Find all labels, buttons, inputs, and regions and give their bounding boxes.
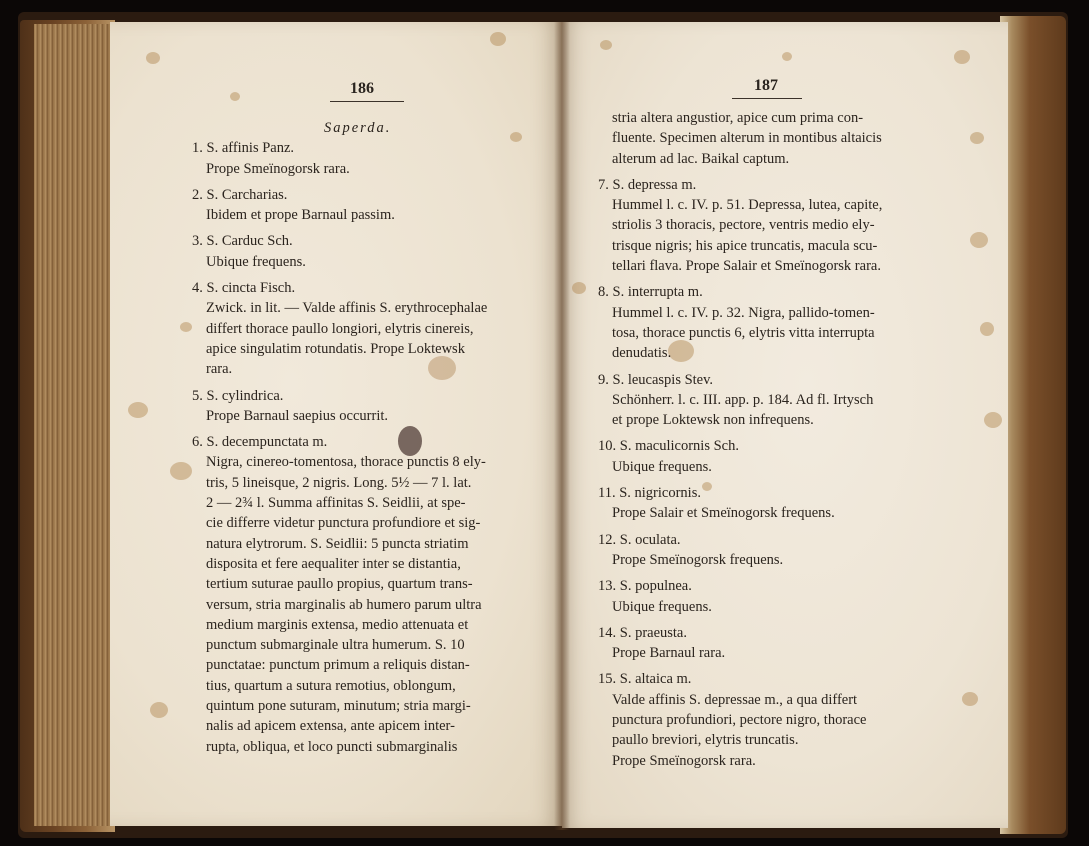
text-line: 7. S. depressa m. xyxy=(598,176,697,193)
text-line: Schönherr. l. c. III. app. p. 184. Ad fl. Irtysch xyxy=(612,391,874,408)
text-line: 8. S. interrupta m. xyxy=(598,284,703,301)
text-line: medium marginis extensa, medio attenuata et xyxy=(206,616,469,633)
text-line: Prope Smeïnogorsk rara. xyxy=(612,752,756,769)
right-page-text xyxy=(598,108,882,771)
text-line: 6. S. decempunctata m. xyxy=(192,434,328,451)
page-number-left: 186 xyxy=(350,80,374,97)
text-line: Ibidem et prope Barnaul passim. xyxy=(206,207,395,224)
text-line: 13. S. populnea. xyxy=(598,578,692,595)
text-line: 1. S. affinis Panz. xyxy=(192,140,295,157)
text-line: punctura profundiori, pectore nigro, thorace xyxy=(612,712,867,729)
text-line: 12. S. oculata. xyxy=(598,531,681,548)
text-line: quintum pone suturam, minutum; stria margi- xyxy=(206,698,471,715)
text-line: alterum ad lac. Baikal captum. xyxy=(612,150,790,167)
text-line: rara. xyxy=(206,361,233,378)
book-cover-right xyxy=(1000,16,1066,834)
left-page-text xyxy=(192,118,487,757)
text-line: 2. S. Carcharias. xyxy=(192,186,288,203)
text-line: Prope Barnaul saepius occurrit. xyxy=(206,407,389,424)
text-line: stria altera angustior, apice cum prima con- xyxy=(612,110,864,126)
text-line: 9. S. leucaspis Stev. xyxy=(598,371,714,388)
text-line: 4. S. cincta Fisch. xyxy=(192,280,296,297)
text-line: tertium suturae paullo propius, quartum trans- xyxy=(206,576,473,593)
text-line: punctatae: punctum primum a reliquis distan- xyxy=(206,657,470,674)
text-line: 11. S. nigricornis. xyxy=(598,485,701,502)
text-line: Zwick. in lit. — Valde affinis S. erythrocephalae xyxy=(206,300,488,317)
text-line: Nigra, cinereo-tomentosa, thorace punctis 8 ely- xyxy=(206,454,486,471)
text-line: Ubique frequens. xyxy=(612,598,712,615)
text-line: tellari flava. Prope Salair et Smeïnogorsk rara. xyxy=(612,258,881,275)
text-line: differt thorace paullo longiori, elytris cinereis, xyxy=(206,320,474,337)
text-line: punctum submarginale ultra humerum. S. 10 xyxy=(206,637,465,654)
text-line: trisque nigris; his apice truncatis, macula scu- xyxy=(612,237,878,254)
text-line: 14. S. praeusta. xyxy=(598,624,687,641)
text-line: Prope Smeïnogorsk frequens. xyxy=(612,551,784,568)
text-line: Hummel l. c. IV. p. 32. Nigra, pallido-tomen- xyxy=(612,304,875,321)
text-line: Hummel l. c. IV. p. 51. Depressa, lutea, capite, xyxy=(612,197,883,214)
text-line: rupta, obliqua, et loco puncti submarginalis xyxy=(206,738,458,755)
page-number-right: 187 xyxy=(754,77,778,94)
text-line: et prope Loktewsk non infrequens. xyxy=(612,412,814,429)
text-line: disposita et fere aequaliter inter se distantia, xyxy=(206,555,461,572)
text-line: denudatis. xyxy=(612,345,672,362)
text-line: paullo breviori, elytris truncatis. xyxy=(612,732,799,749)
text-line: apice singulatim rotundatis. Prope Loktewsk xyxy=(206,340,465,357)
text-line: Prope Barnaul rara. xyxy=(612,645,726,662)
text-line: natura elytrorum. S. Seidlii: 5 puncta striatim xyxy=(206,535,469,552)
text-line: Ubique frequens. xyxy=(206,253,306,270)
book-gutter xyxy=(554,22,570,830)
text-line: cie differre videtur punctura profundiore et sig- xyxy=(206,515,481,532)
text-line: versum, stria marginalis ab humero parum ultra xyxy=(206,596,482,613)
text-line: tris, 5 lineisque, 2 nigris. Long. 5½ — 7 l. lat. xyxy=(206,474,472,491)
text-line: 2 — 2¾ l. Summa affinitas S. Seidlii, at spe- xyxy=(206,495,466,512)
page-number-rule xyxy=(732,98,802,99)
text-line: fluente. Specimen alterum in montibus altaicis xyxy=(612,130,882,147)
text-line: tosa, thorace punctis 6, elytris vitta interrupta xyxy=(612,324,875,341)
text-line: 15. S. altaica m. xyxy=(598,671,692,688)
page-edges xyxy=(34,24,112,826)
page-number-rule xyxy=(330,101,404,102)
text-line: 3. S. Carduc Sch. xyxy=(192,233,293,250)
right-page xyxy=(562,22,1008,828)
text-line: Ubique frequens. xyxy=(612,458,712,475)
section-heading: Saperda. xyxy=(324,120,392,136)
text-line: nalis ad apicem extensa, ante apicem inter- xyxy=(206,718,455,735)
text-line: 5. S. cylindrica. xyxy=(192,387,284,404)
left-page xyxy=(110,22,562,826)
text-line: Valde affinis S. depressae m., a qua differt xyxy=(612,691,858,708)
text-line: striolis 3 thoracis, pectore, ventris medio ely- xyxy=(612,217,875,234)
text-line: Prope Smeïnogorsk rara. xyxy=(206,160,350,177)
text-line: 10. S. maculicornis Sch. xyxy=(598,438,739,455)
text-line: Prope Salair et Smeïnogorsk frequens. xyxy=(612,505,835,522)
text-line: tius, quartum a sutura remotius, oblongum, xyxy=(206,677,456,694)
